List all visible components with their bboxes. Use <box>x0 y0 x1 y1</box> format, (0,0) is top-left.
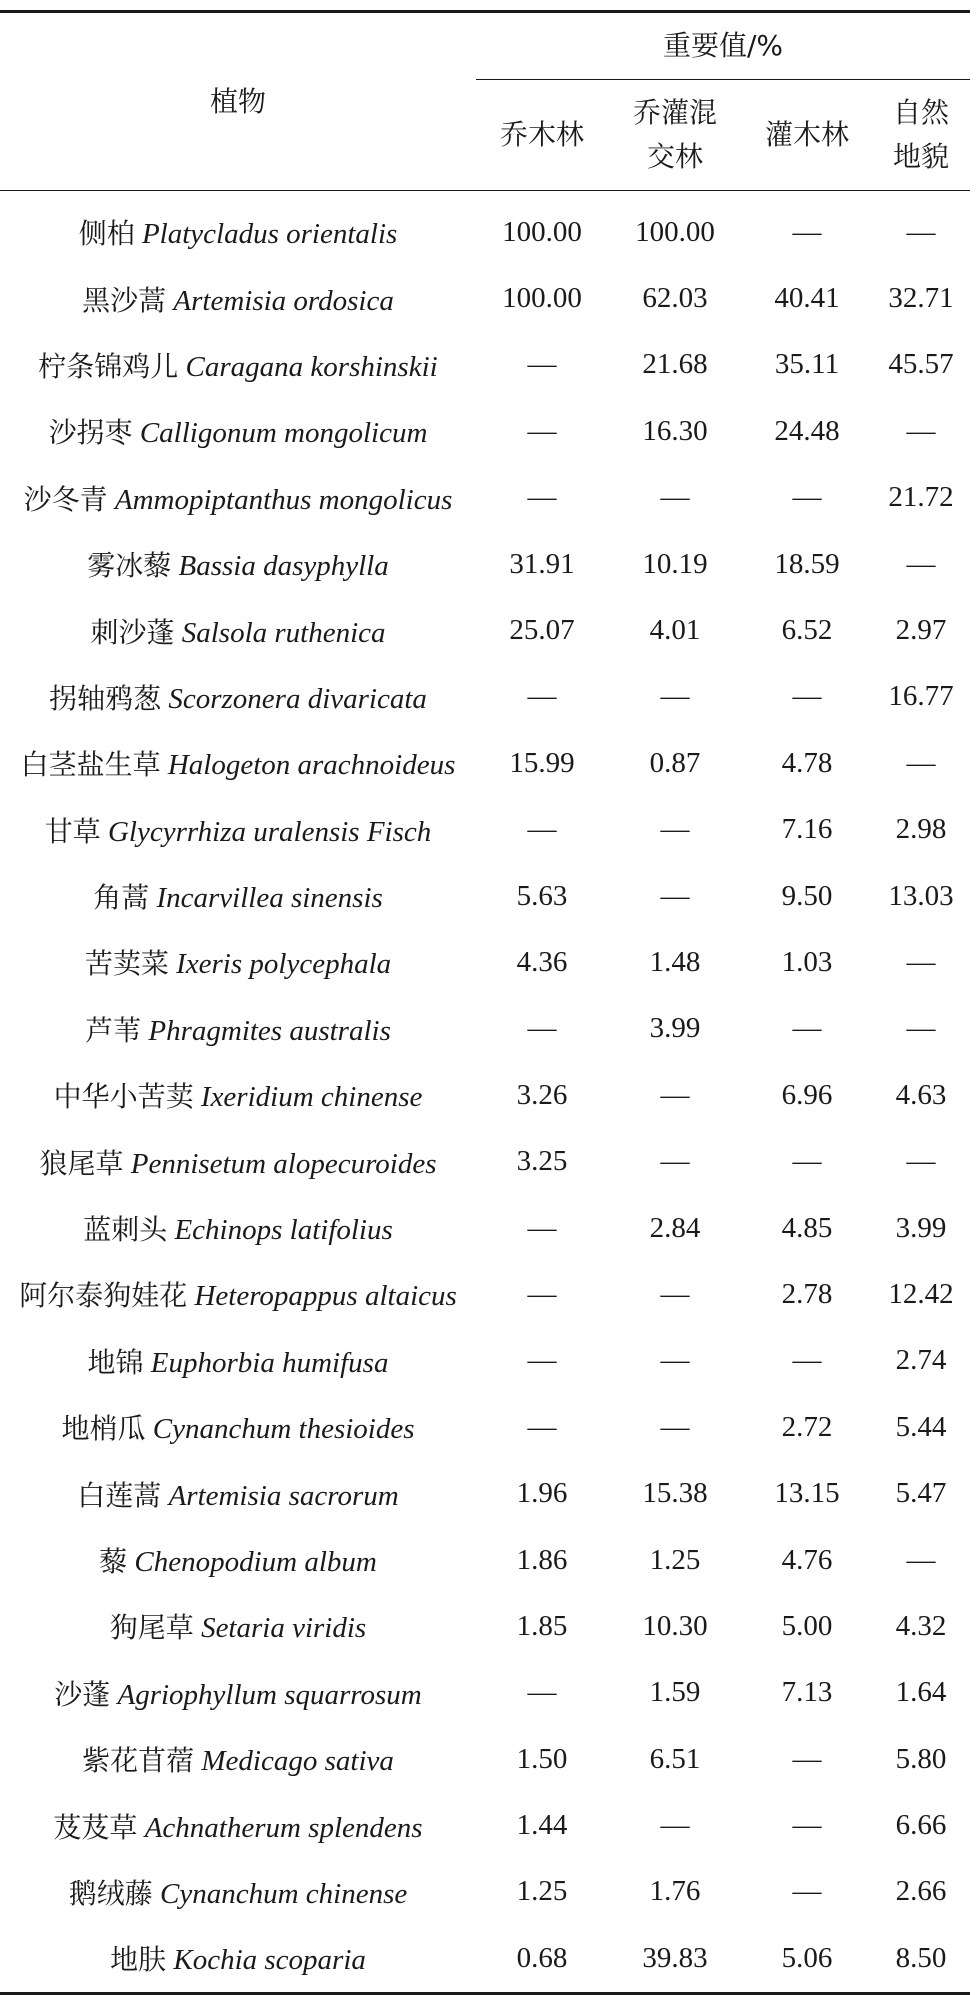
value-cell-col-2: — <box>660 1809 690 1842</box>
value-cell-col-4: — <box>906 215 936 248</box>
header-col-2-line1: 乔灌混 <box>632 96 717 129</box>
plant-chinese-name: 阿尔泰狗娃花 <box>19 1279 188 1313</box>
value-cell-col-4: — <box>906 1145 936 1178</box>
value-cell-col-4: 13.03 <box>888 879 954 912</box>
plant-name-cell <box>0 797 476 863</box>
value-cell-col-3: 2.78 <box>781 1277 833 1310</box>
value-cell-col-1: 5.63 <box>516 879 568 912</box>
value-cell-col-2: — <box>660 481 690 514</box>
value-cell-col-2: 100.00 <box>635 215 715 248</box>
table-row <box>0 265 970 331</box>
plant-chinese-name: 地锦 <box>87 1345 144 1379</box>
plant-name-cell <box>0 465 476 531</box>
value-cell-col-2: — <box>660 680 690 713</box>
value-cell-col-2: 15.38 <box>642 1477 708 1510</box>
value-cell-col-1: 100.00 <box>502 215 582 248</box>
plant-name-cell <box>0 996 476 1062</box>
table-body <box>0 191 970 1994</box>
value-cell-col-3: — <box>792 215 822 248</box>
value-cell-col-1: 3.26 <box>516 1078 568 1111</box>
plant-name-cell <box>0 1726 476 1792</box>
table-row <box>0 1261 970 1327</box>
plant-chinese-name: 蓝刺头 <box>83 1213 168 1247</box>
plant-latin-name: Halogeton arachnoideus <box>167 749 456 782</box>
value-cell-col-3: 7.16 <box>781 813 833 846</box>
header-plant <box>0 12 476 191</box>
value-cell-col-4: — <box>906 746 936 779</box>
plant-name-cell <box>0 1128 476 1194</box>
value-cell-col-2: — <box>660 879 690 912</box>
value-cell-col-4: 8.50 <box>895 1941 947 1974</box>
plant-chinese-name: 沙拐枣 <box>48 416 133 450</box>
value-cell-col-1: 0.68 <box>516 1941 568 1974</box>
plant-chinese-name: 白莲蒿 <box>77 1478 162 1512</box>
table-row <box>0 1328 970 1394</box>
plant-name-cell <box>0 1527 476 1593</box>
plant-latin-name: Medicago sativa <box>201 1745 394 1778</box>
value-cell-col-2: — <box>660 1145 690 1178</box>
plant-chinese-name: 柠条锦鸡儿 <box>38 349 179 383</box>
plant-latin-name: Calligonum mongolicum <box>139 417 428 450</box>
header-col-1 <box>476 80 608 191</box>
value-cell-col-3: — <box>792 1742 822 1775</box>
value-cell-col-3: — <box>792 1012 822 1045</box>
header-col-3 <box>742 80 872 191</box>
plant-name-cell <box>0 1261 476 1327</box>
table-row <box>0 1660 970 1726</box>
plant-chinese-name: 侧柏 <box>78 217 135 251</box>
plant-chinese-name: 沙冬青 <box>23 482 108 516</box>
value-cell-col-2: 3.99 <box>649 1012 701 1045</box>
plant-chinese-name: 雾冰藜 <box>87 549 172 583</box>
value-cell-col-1: 31.91 <box>509 547 575 580</box>
plant-chinese-name: 黑沙蒿 <box>82 283 167 317</box>
value-cell-col-1: 1.50 <box>516 1742 568 1775</box>
header-col-4-label <box>893 96 949 173</box>
value-cell-col-1: — <box>527 414 557 447</box>
header-col-4-line1: 自然 <box>893 96 950 129</box>
plant-chinese-name: 狗尾草 <box>109 1611 194 1645</box>
table-row <box>0 531 970 597</box>
table-row <box>0 1726 970 1792</box>
value-cell-col-3: 1.03 <box>781 945 833 978</box>
plant-name-cell <box>0 531 476 597</box>
plant-latin-name: Cynanchum chinense <box>160 1877 408 1910</box>
value-cell-col-1: 15.99 <box>509 746 575 779</box>
plant-name-cell <box>0 1792 476 1858</box>
plant-name-cell <box>0 191 476 266</box>
value-cell-col-3: 5.00 <box>781 1609 833 1642</box>
plant-chinese-name: 紫花苜蓿 <box>82 1744 195 1778</box>
plant-latin-name: Ixeridium chinense <box>200 1081 423 1114</box>
value-cell-col-3: 7.13 <box>781 1676 833 1709</box>
value-cell-col-1: 1.44 <box>516 1809 568 1842</box>
value-cell-col-2: 62.03 <box>642 282 708 315</box>
plant-latin-name: Artemisia sacrorum <box>168 1479 399 1512</box>
table-row <box>0 597 970 663</box>
plant-chinese-name: 地梢瓜 <box>61 1412 146 1446</box>
value-cell-col-3: 6.52 <box>781 614 833 647</box>
plant-chinese-name: 藜 <box>99 1545 128 1578</box>
value-cell-col-3: 35.11 <box>774 348 840 381</box>
plant-latin-name: Cynanchum thesioides <box>152 1413 415 1446</box>
value-cell-col-3: 4.85 <box>781 1211 833 1244</box>
value-cell-col-1: — <box>527 1410 557 1443</box>
value-cell-col-3: 2.72 <box>781 1410 833 1443</box>
value-cell-col-3: 40.41 <box>774 282 840 315</box>
plant-latin-name: Bassia dasyphylla <box>178 550 389 583</box>
plant-chinese-name: 芨芨草 <box>53 1810 138 1844</box>
plant-name-cell <box>0 1593 476 1659</box>
table-row <box>0 1394 970 1460</box>
value-cell-col-2: 4.01 <box>649 614 701 647</box>
value-cell-col-3: 4.78 <box>781 746 833 779</box>
value-cell-col-2: 1.59 <box>649 1676 701 1709</box>
plant-name-cell <box>0 1660 476 1726</box>
plant-latin-name: Achnatherum splendens <box>144 1811 423 1844</box>
value-cell-col-2: 10.19 <box>642 547 708 580</box>
table-row <box>0 1527 970 1593</box>
plant-name-cell <box>0 597 476 663</box>
value-cell-col-4: 2.98 <box>895 813 947 846</box>
value-cell-col-2: 1.48 <box>649 945 701 978</box>
plant-latin-name: Pennisetum alopecuroides <box>130 1147 437 1180</box>
plant-chinese-name: 狼尾草 <box>39 1146 124 1180</box>
table-row <box>0 332 970 398</box>
table-row <box>0 1792 970 1858</box>
value-cell-col-4: — <box>906 1543 936 1576</box>
plant-chinese-name: 中华小苦荬 <box>53 1080 194 1114</box>
header-col-2-line2: 交林 <box>646 140 703 173</box>
header-col-2 <box>608 80 742 191</box>
value-cell-col-4: — <box>906 414 936 447</box>
plant-chinese-name: 鹅绒藤 <box>68 1876 153 1910</box>
table-row <box>0 863 970 929</box>
plant-name-cell <box>0 664 476 730</box>
value-cell-col-1: 4.36 <box>516 945 568 978</box>
plant-latin-name: Artemisia ordosica <box>173 284 394 317</box>
plant-latin-name: Glycyrrhiza uralensis Fisch <box>107 815 432 848</box>
plant-name-cell <box>0 1925 476 1993</box>
table-row <box>0 797 970 863</box>
value-cell-col-1: 1.85 <box>516 1609 568 1642</box>
value-cell-col-3: 6.96 <box>781 1078 833 1111</box>
value-cell-col-4: 5.44 <box>895 1410 947 1443</box>
value-cell-col-3: — <box>792 1809 822 1842</box>
value-cell-col-2: 1.25 <box>649 1543 701 1576</box>
value-cell-col-2: 10.30 <box>642 1609 708 1642</box>
header-group <box>476 12 970 80</box>
value-cell-col-4: — <box>906 547 936 580</box>
value-cell-col-2: — <box>660 1410 690 1443</box>
plant-chinese-name: 刺沙蓬 <box>90 615 175 649</box>
value-cell-col-4: 32.71 <box>888 282 954 315</box>
plant-latin-name: Incarvillea sinensis <box>156 882 383 915</box>
value-cell-col-2: 39.83 <box>642 1941 708 1974</box>
table-row <box>0 398 970 464</box>
plant-latin-name: Euphorbia humifusa <box>150 1346 389 1379</box>
value-cell-col-4: 4.63 <box>895 1078 947 1111</box>
value-cell-col-4: 12.42 <box>888 1277 954 1310</box>
value-cell-col-3: — <box>792 1344 822 1377</box>
value-cell-col-1: — <box>527 348 557 381</box>
value-cell-col-4: — <box>906 945 936 978</box>
plant-name-cell <box>0 398 476 464</box>
value-cell-col-1: — <box>527 813 557 846</box>
value-cell-col-4: 2.74 <box>895 1344 947 1377</box>
plant-latin-name: Chenopodium album <box>134 1546 377 1578</box>
value-cell-col-3: 9.50 <box>781 879 833 912</box>
value-cell-col-4: 4.32 <box>895 1609 947 1642</box>
header-col-2-label <box>633 96 717 173</box>
table-row <box>0 1062 970 1128</box>
plant-chinese-name: 地肤 <box>110 1943 167 1977</box>
value-cell-col-4: 45.57 <box>888 348 954 381</box>
table-row <box>0 465 970 531</box>
value-cell-col-4: — <box>906 1012 936 1045</box>
plant-name-cell <box>0 863 476 929</box>
table-row <box>0 1859 970 1925</box>
plant-latin-name: Ixeris polycephala <box>176 948 392 981</box>
plant-name-cell <box>0 265 476 331</box>
header-col-3-label: 灌木林 <box>764 118 849 151</box>
plant-name-cell <box>0 730 476 796</box>
header-col-1-label: 乔木林 <box>499 118 584 151</box>
value-cell-col-2: 1.76 <box>649 1875 701 1908</box>
plant-name-cell <box>0 1460 476 1526</box>
table-row <box>0 191 970 266</box>
value-cell-col-4: 2.66 <box>895 1875 947 1908</box>
value-cell-col-1: — <box>527 1211 557 1244</box>
plant-chinese-name: 沙蓬 <box>54 1677 111 1711</box>
plant-chinese-name: 拐轴鸦葱 <box>49 681 162 715</box>
plant-chinese-name: 苦荬菜 <box>84 947 169 981</box>
plant-latin-name: Setaria viridis <box>201 1612 367 1645</box>
table-row <box>0 730 970 796</box>
plant-name-cell <box>0 929 476 995</box>
importance-value-table <box>0 10 970 1995</box>
plant-latin-name: Kochia scoparia <box>173 1944 366 1977</box>
plant-name-cell <box>0 332 476 398</box>
value-cell-col-3: — <box>792 481 822 514</box>
value-cell-col-3: 4.76 <box>781 1543 833 1576</box>
plant-latin-name: Phragmites australis <box>148 1014 391 1047</box>
plant-latin-name: Scorzonera divaricata <box>168 682 427 715</box>
value-cell-col-2: — <box>660 1344 690 1377</box>
value-cell-col-1: 25.07 <box>509 614 575 647</box>
table-row <box>0 1925 970 1993</box>
value-cell-col-3: 5.06 <box>781 1941 833 1974</box>
table-row <box>0 1195 970 1261</box>
value-cell-col-4: 5.80 <box>895 1742 947 1775</box>
value-cell-col-2: — <box>660 1277 690 1310</box>
value-cell-col-3: 13.15 <box>774 1477 840 1510</box>
value-cell-col-2: — <box>660 1078 690 1111</box>
value-cell-col-1: — <box>527 1277 557 1310</box>
plant-chinese-name: 芦苇 <box>85 1013 142 1047</box>
value-cell-col-3: 24.48 <box>774 414 840 447</box>
value-cell-col-1: — <box>527 1676 557 1709</box>
value-cell-col-4: 16.77 <box>888 680 954 713</box>
plant-chinese-name: 白茎盐生草 <box>20 748 161 782</box>
value-cell-col-2: 21.68 <box>642 348 708 381</box>
header-group-label: 重要值/% <box>663 29 784 62</box>
plant-name-cell <box>0 1195 476 1261</box>
value-cell-col-1: 1.25 <box>516 1875 568 1908</box>
plant-latin-name: Heteropappus altaicus <box>194 1280 457 1313</box>
plant-latin-name: Caragana korshinskii <box>185 350 438 383</box>
plant-chinese-name: 角蒿 <box>93 881 150 915</box>
value-cell-col-2: — <box>660 813 690 846</box>
value-cell-col-4: 21.72 <box>888 481 954 514</box>
value-cell-col-1: — <box>527 680 557 713</box>
header-col-4-line2: 地貌 <box>893 140 950 173</box>
value-cell-col-3: 18.59 <box>774 547 840 580</box>
value-cell-col-3: — <box>792 680 822 713</box>
value-cell-col-4: 5.47 <box>895 1477 947 1510</box>
table-row <box>0 664 970 730</box>
value-cell-col-2: 0.87 <box>649 746 701 779</box>
plant-latin-name: Agriophyllum squarrosum <box>117 1678 422 1711</box>
plant-name-cell <box>0 1859 476 1925</box>
table-row <box>0 996 970 1062</box>
value-cell-col-4: 2.97 <box>895 614 947 647</box>
value-cell-col-1: 3.25 <box>516 1145 568 1178</box>
table-row <box>0 929 970 995</box>
plant-name-cell <box>0 1394 476 1460</box>
value-cell-col-3: — <box>792 1875 822 1908</box>
plant-latin-name: Echinops latifolius <box>174 1214 393 1247</box>
value-cell-col-1: 1.86 <box>516 1543 568 1576</box>
table-row <box>0 1128 970 1194</box>
header-row-1 <box>0 12 970 80</box>
value-cell-col-4: 6.66 <box>895 1809 947 1842</box>
value-cell-col-1: 100.00 <box>502 282 582 315</box>
value-cell-col-1: — <box>527 1344 557 1377</box>
plant-latin-name: Salsola ruthenica <box>181 616 386 649</box>
value-cell-col-2: 16.30 <box>642 414 708 447</box>
table-row <box>0 1460 970 1526</box>
header-col-4 <box>872 80 970 191</box>
value-cell-col-1: — <box>527 1012 557 1045</box>
value-cell-col-1: — <box>527 481 557 514</box>
header-plant-label: 植物 <box>209 84 266 118</box>
table-row <box>0 1593 970 1659</box>
plant-name-cell <box>0 1328 476 1394</box>
value-cell-col-2: 2.84 <box>649 1211 701 1244</box>
value-cell-col-4: 3.99 <box>895 1211 947 1244</box>
value-cell-col-4: 1.64 <box>895 1676 947 1709</box>
plant-name-cell <box>0 1062 476 1128</box>
plant-latin-name: Ammopiptanthus mongolicus <box>114 483 453 516</box>
plant-latin-name: Platycladus orientalis <box>141 218 398 251</box>
value-cell-col-2: 6.51 <box>649 1742 701 1775</box>
value-cell-col-3: — <box>792 1145 822 1178</box>
plant-chinese-name: 甘草 <box>44 814 101 848</box>
value-cell-col-1: 1.96 <box>516 1477 568 1510</box>
